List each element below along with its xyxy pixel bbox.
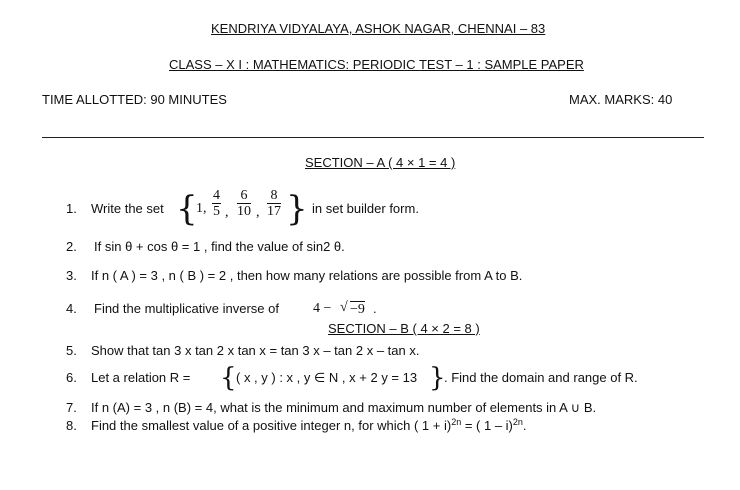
question-1 [0,188,740,231]
exponent: 2n [451,417,462,427]
time-allotted: TIME ALLOTTED: 90 MINUTES [42,92,227,107]
question-6 [0,363,740,393]
set-fraction: $\frac{4}{5}$ [213,188,220,219]
section-b-title: SECTION – B ( 4 × 2 = 8 ) [328,321,480,336]
question-text: If n ( A ) = 3 , n ( B ) = 2 , then how many relations are possible from A to B. [91,268,523,283]
question-text-end: . [373,301,377,316]
section-a-title: SECTION – A ( 4 × 1 = 4 ) [305,155,456,170]
question-number: 7. [66,400,77,415]
exponent: 2n [512,417,523,427]
radicand: −9 [350,302,365,317]
question-text: Let a relation R = [91,370,191,385]
question-number: 8. [66,418,77,433]
test-title: CLASS – X I : MATHEMATICS: PERIODIC TEST – 1 : SAMPLE PAPER [169,57,584,72]
set-comma: , [225,205,229,220]
question-number: 2. [66,239,77,254]
left-brace-icon: { [176,189,198,229]
question-text: If n (A) = 3 , n (B) = 4, what is the minimum and maximum number of elements in A ∪ B. [91,400,597,415]
question-number: 5. [66,343,77,358]
question-text: Show that tan 3 x tan 2 x tan x = tan 3 x – tan 2 x – tan x. [91,343,420,358]
radical-icon: √ [340,300,348,315]
set-element: 1, [196,201,207,216]
question-text: Write the set [91,201,164,216]
question-number: 6. [66,370,77,385]
question-number: 4. [66,301,77,316]
question-number: 1. [66,201,77,216]
question-text: Find the multiplicative inverse of [94,301,279,316]
right-brace-icon: } [429,363,446,393]
max-marks: MAX. MARKS: 40 [569,92,673,107]
set-fraction: $\frac{6}{10}$ [237,188,251,219]
question-number: 3. [66,268,77,283]
math-expression: 4 − [313,301,332,316]
question-text: If sin θ + cos θ = 1 , find the value of sin2 θ. [94,239,345,254]
question-text-end: . Find the domain and range of R. [444,370,638,385]
question-text-end: in set builder form. [312,201,419,216]
question-text: Find the smallest value of a positive integer n, for which ( 1 + i)$^{2n}$ = ( 1 – i)$^{2n}$. [91,417,527,433]
right-brace-icon: } [286,189,308,229]
school-name: KENDRIYA VIDYALAYA, ASHOK NAGAR, CHENNAI – 83 [211,21,546,36]
set-fraction: $\frac{8}{17}$ [267,188,281,219]
left-brace-icon: { [220,363,237,393]
divider-line [42,137,704,138]
set-comma: , [256,205,260,220]
set-expression: ( x , y ) : x , y ∈ N , x + 2 y = 13 [236,370,418,385]
